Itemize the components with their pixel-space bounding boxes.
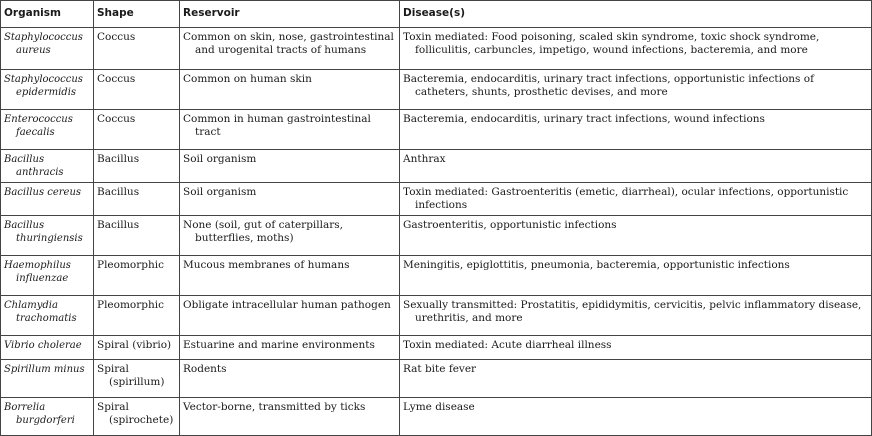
organism-name: Spirillum minus: [4, 363, 85, 375]
organism-name: Borrelia burgdorferi: [4, 401, 75, 426]
reservoir-cell: [180, 182, 400, 215]
disease-cell: [400, 109, 872, 149]
organism-cell: [1, 397, 94, 435]
organism-cell: [1, 215, 94, 255]
table-row: [1, 295, 872, 335]
shape-value: Bacillus: [97, 218, 140, 231]
shape-value: Spiral (vibrio): [97, 338, 172, 351]
disease-value: Sexually transmitted: Prostatitis, epididymitis, cervicitis, pelvic inflammatory disease, urethritis, and more: [403, 298, 862, 324]
shape-value: Pleomorphic: [97, 298, 164, 311]
reservoir-value: Rodents: [183, 362, 227, 375]
shape-cell: [94, 397, 180, 435]
shape-cell: [94, 109, 180, 149]
table-row: [1, 69, 872, 109]
reservoir-cell: [180, 397, 400, 435]
shape-cell: [94, 215, 180, 255]
shape-value: Coccus: [97, 30, 136, 43]
organism-name: Staphylococcus aureus: [4, 31, 83, 56]
reservoir-value: Common in human gastrointestinal tract: [183, 112, 371, 138]
disease-value: Meningitis, epiglottitis, pneumonia, bacteremia, opportunistic infections: [403, 258, 790, 271]
header-diseases: Disease(s): [400, 1, 872, 28]
disease-cell: [400, 397, 872, 435]
disease-cell: [400, 27, 872, 69]
shape-cell: [94, 27, 180, 69]
reservoir-value: None (soil, gut of caterpillars, butterflies, moths): [183, 218, 344, 244]
shape-value: Coccus: [97, 72, 136, 85]
shape-cell: [94, 295, 180, 335]
reservoir-cell: [180, 335, 400, 359]
header-reservoir: Reservoir: [180, 1, 400, 28]
organism-cell: [1, 335, 94, 359]
shape-cell: [94, 182, 180, 215]
organism-name: Enterococcus faecalis: [4, 113, 73, 138]
table-row: [1, 335, 872, 359]
organism-cell: [1, 359, 94, 397]
reservoir-value: Vector-borne, transmitted by ticks: [183, 400, 366, 413]
disease-cell: [400, 69, 872, 109]
disease-value: Toxin mediated: Food poisoning, scaled skin syndrome, toxic shock syndrome, folliculitis, carbuncles, impetigo, wound infections, bacteremia, and more: [403, 30, 820, 56]
header-row: [1, 1, 872, 28]
disease-cell: [400, 149, 872, 182]
disease-value: Bacteremia, endocarditis, urinary tract infections, opportunistic infections of catheters, shunts, prosthetic devises, and more: [403, 72, 814, 98]
reservoir-cell: [180, 215, 400, 255]
disease-cell: [400, 182, 872, 215]
disease-cell: [400, 295, 872, 335]
table-row: [1, 109, 872, 149]
organism-name: Bacillus thuringiensis: [4, 219, 83, 244]
organism-name: Vibrio cholerae: [4, 339, 82, 351]
reservoir-cell: [180, 255, 400, 295]
header-organism: Organism: [1, 1, 94, 28]
organism-name: Bacillus anthracis: [4, 153, 64, 178]
reservoir-value: Common on human skin: [183, 72, 312, 85]
reservoir-cell: [180, 27, 400, 69]
shape-value: Spiral (spirochete): [97, 400, 174, 426]
reservoir-cell: [180, 149, 400, 182]
organism-name: Bacillus cereus: [4, 186, 82, 198]
organism-cell: [1, 255, 94, 295]
reservoir-value: Soil organism: [183, 152, 257, 165]
table-row: [1, 215, 872, 255]
table-row: [1, 182, 872, 215]
organism-cell: [1, 109, 94, 149]
organism-cell: [1, 295, 94, 335]
shape-cell: [94, 69, 180, 109]
disease-cell: [400, 255, 872, 295]
disease-cell: [400, 215, 872, 255]
reservoir-cell: [180, 359, 400, 397]
shape-value: Spiral (spirillum): [97, 362, 165, 388]
reservoir-value: Mucous membranes of humans: [183, 258, 350, 271]
reservoir-cell: [180, 295, 400, 335]
reservoir-value: Estuarine and marine environments: [183, 338, 375, 351]
organism-cell: [1, 69, 94, 109]
table-row: [1, 149, 872, 182]
organism-name: Haemophilus influenzae: [4, 259, 71, 284]
shape-cell: [94, 359, 180, 397]
table-row: [1, 359, 872, 397]
disease-value: Rat bite fever: [403, 362, 477, 375]
header-shape: Shape: [94, 1, 180, 28]
table-row: [1, 27, 872, 69]
disease-cell: [400, 359, 872, 397]
shape-value: Coccus: [97, 112, 136, 125]
organism-cell: [1, 149, 94, 182]
shape-cell: [94, 149, 180, 182]
organism-cell: [1, 182, 94, 215]
disease-value: Lyme disease: [403, 400, 475, 413]
organism-cell: [1, 27, 94, 69]
shape-value: Bacillus: [97, 185, 140, 198]
disease-value: Anthrax: [403, 152, 446, 165]
table-row: [1, 397, 872, 435]
disease-value: Bacteremia, endocarditis, urinary tract infections, wound infections: [403, 112, 765, 125]
disease-cell: [400, 335, 872, 359]
reservoir-cell: [180, 109, 400, 149]
disease-value: Gastroenteritis, opportunistic infections: [403, 218, 617, 231]
shape-cell: [94, 255, 180, 295]
reservoir-cell: [180, 69, 400, 109]
shape-cell: [94, 335, 180, 359]
reservoir-value: Common on skin, nose, gastrointestinal and urogenital tracts of humans: [183, 30, 394, 56]
reservoir-value: Obligate intracellular human pathogen: [183, 298, 391, 311]
shape-value: Bacillus: [97, 152, 140, 165]
disease-value: Toxin mediated: Acute diarrheal illness: [403, 338, 612, 351]
reservoir-value: Soil organism: [183, 185, 257, 198]
organism-name: Staphylococcus epidermidis: [4, 73, 83, 98]
disease-value: Toxin mediated: Gastroenteritis (emetic, diarrheal), ocular infections, opportunistic infections: [403, 185, 849, 211]
shape-value: Pleomorphic: [97, 258, 164, 271]
organism-name: Chlamydia trachomatis: [4, 299, 77, 324]
table-row: [1, 255, 872, 295]
